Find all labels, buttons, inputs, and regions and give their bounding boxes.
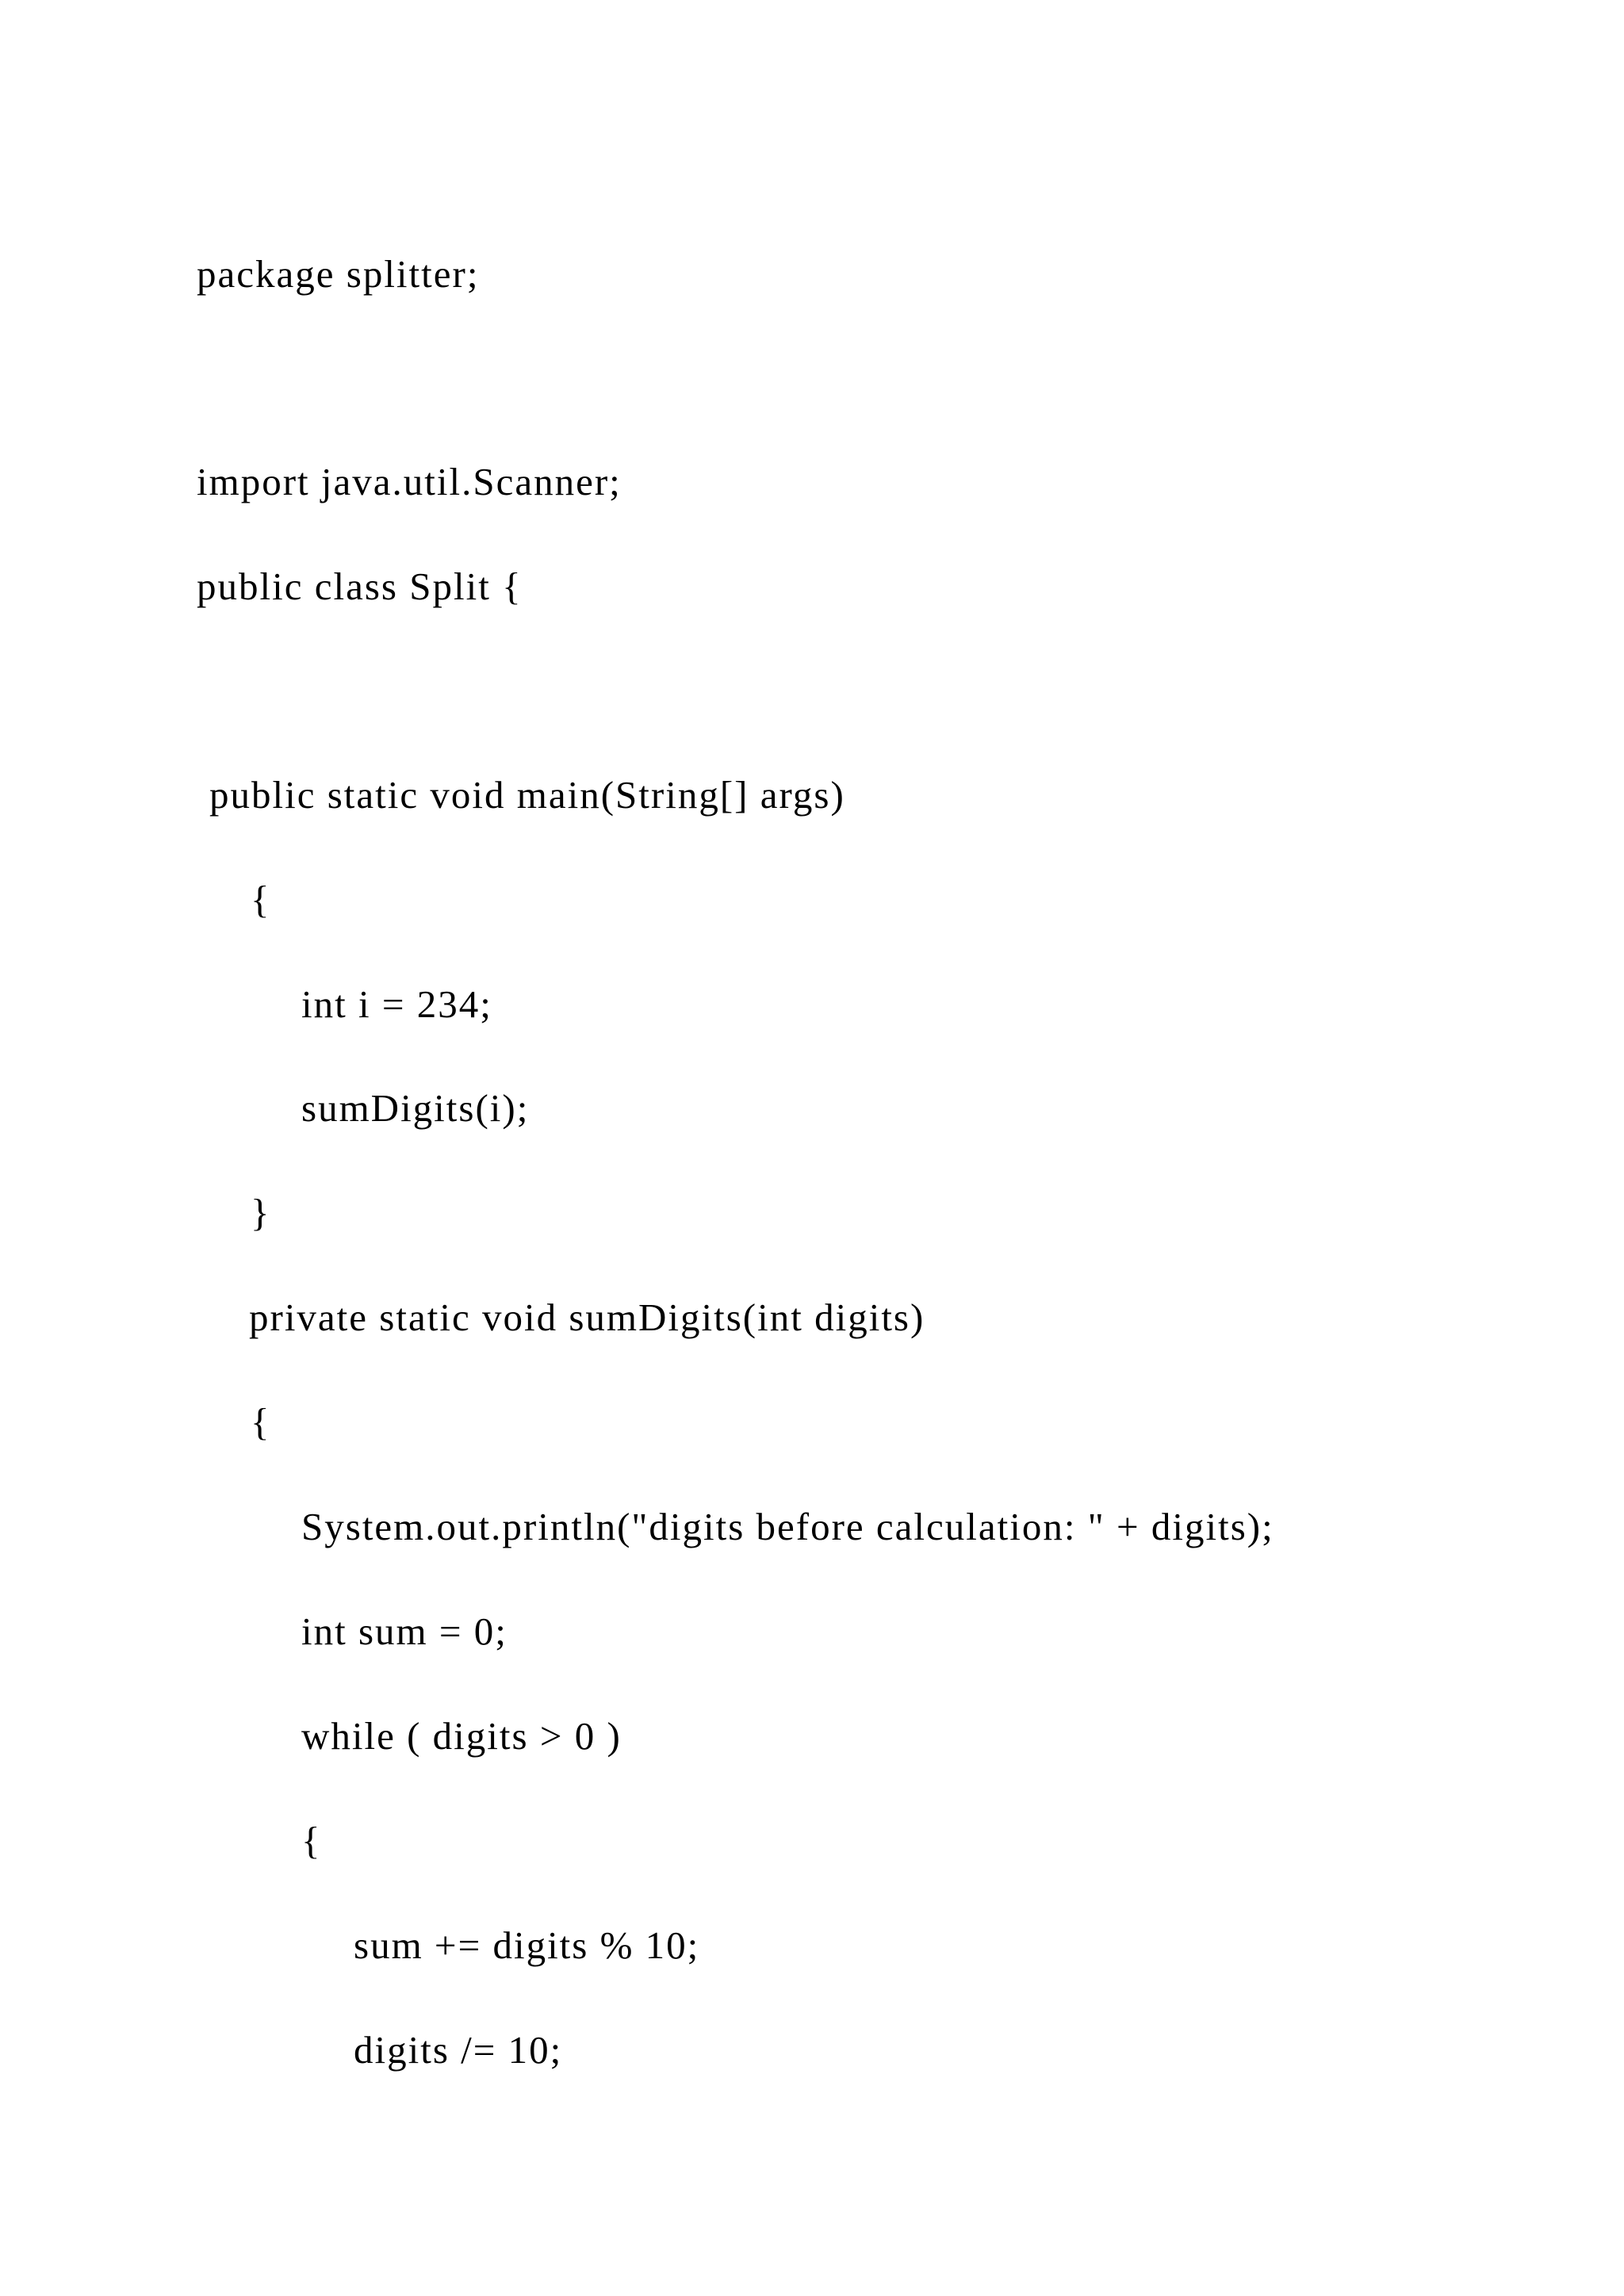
code-line-sum-init: int sum = 0;	[301, 1609, 508, 1653]
code-line-package: package splitter;	[197, 252, 480, 296]
code-line-sumdigits-call: sumDigits(i);	[301, 1086, 530, 1130]
code-line-import: import java.util.Scanner;	[197, 460, 622, 503]
code-line-sumdigits-signature: private static void sumDigits(int digits)	[249, 1295, 925, 1339]
code-line-main-signature: public static void main(String[] args)	[209, 773, 845, 817]
code-line-main-close-brace: }	[251, 1191, 271, 1234]
code-line-while: while ( digits > 0 )	[301, 1714, 622, 1758]
code-line-digits-divide: digits /= 10;	[354, 2028, 563, 2072]
code-line-main-open-brace: {	[251, 878, 271, 921]
code-line-println: System.out.println("digits before calculation: " + digits);	[301, 1505, 1274, 1548]
code-line-while-open-brace: {	[301, 1819, 322, 1862]
code-line-int-declaration: int i = 234;	[301, 982, 492, 1026]
code-line-sumdigits-open-brace: {	[251, 1400, 271, 1444]
code-line-class-declaration: public class Split {	[197, 564, 523, 608]
code-line-sum-accumulate: sum += digits % 10;	[354, 1923, 700, 1967]
